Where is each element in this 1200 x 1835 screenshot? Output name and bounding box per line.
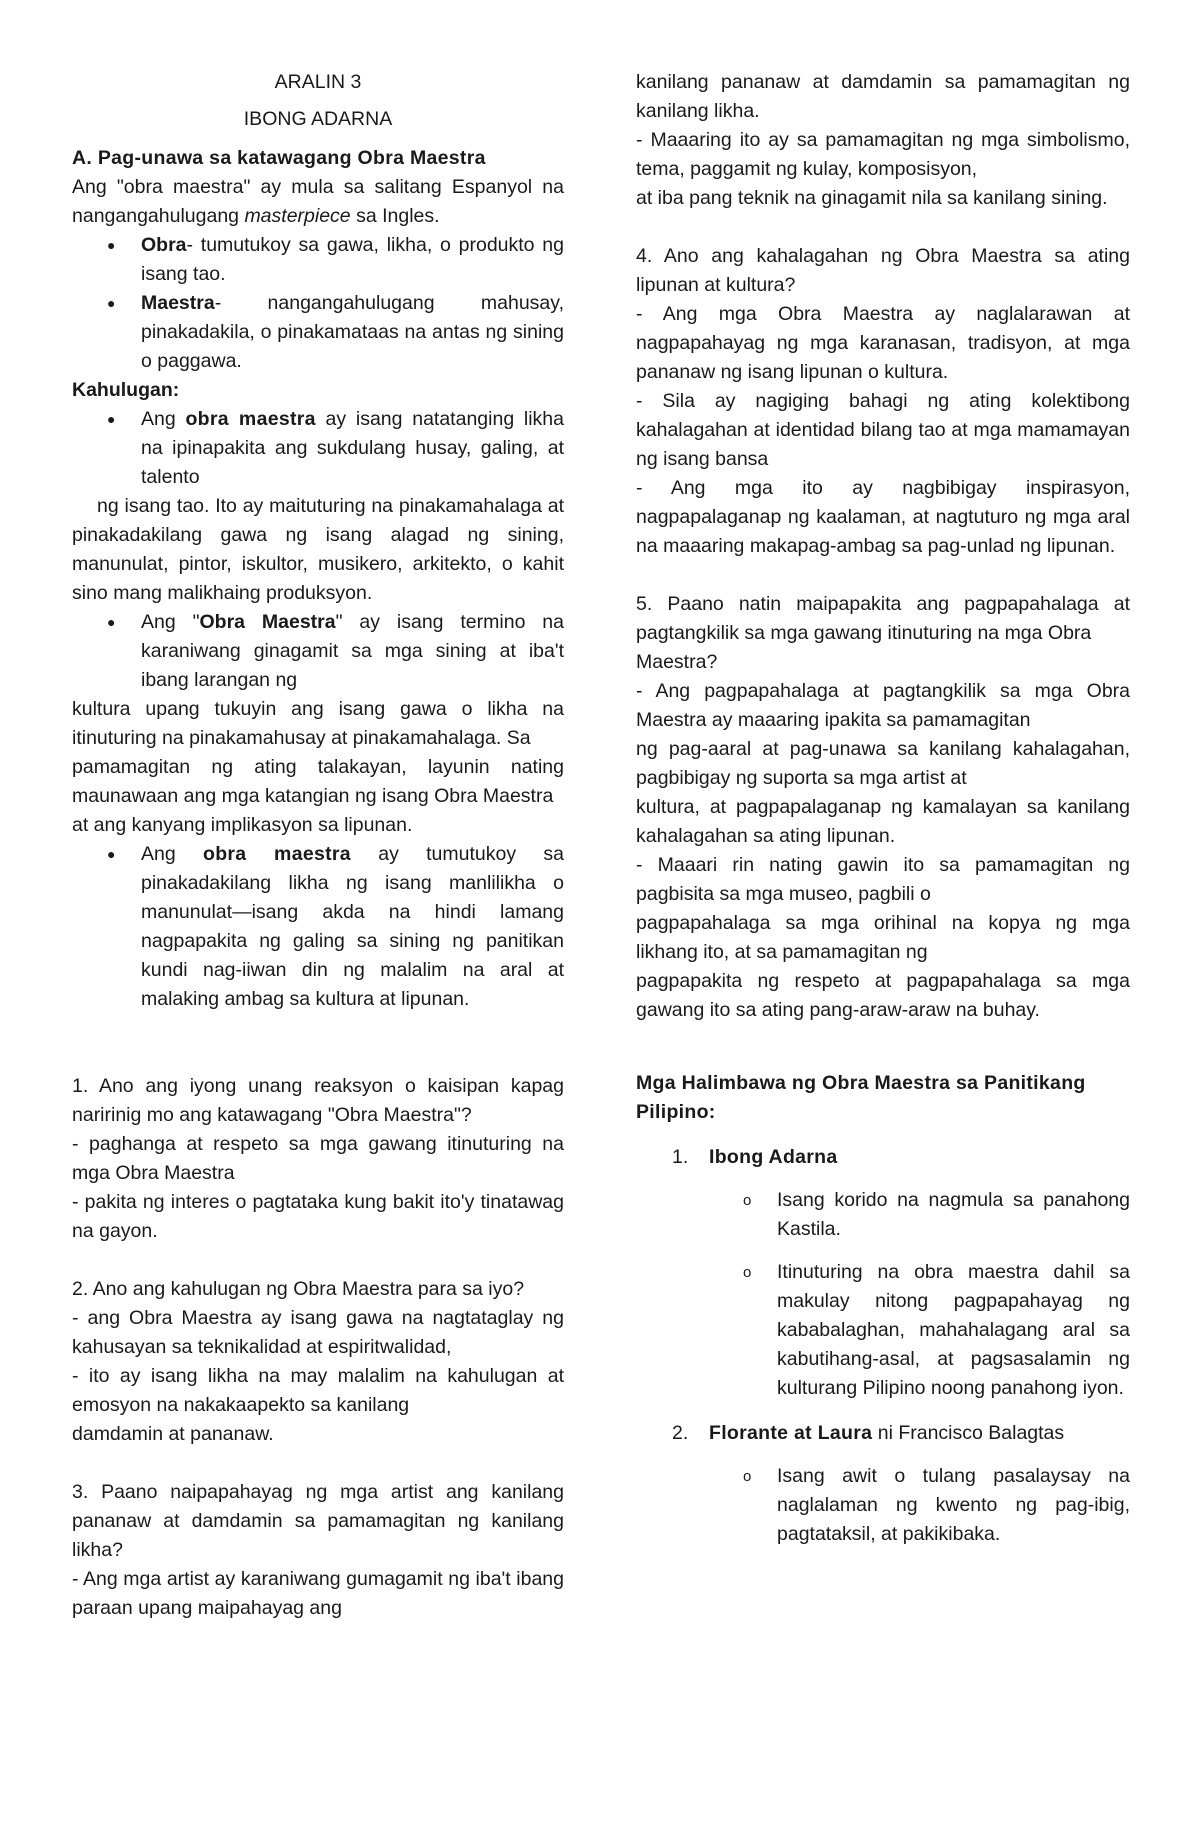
lesson-subtitle: IBONG ADARNA (243, 108, 393, 130)
answer-2-a: - ang Obra Maestra ay isang gawa na nagtataglay ng kahusayan sa teknikalidad at espiritwalidad, (72, 1307, 564, 1358)
answer-4-b: - Sila ay nagiging bahagi ng ating kolektibong kahalagahan at identidad bilang tao at mga mamamayan ng isang bansa (636, 390, 1130, 470)
example-number: 1. (672, 1146, 689, 1168)
kahulugan-item-2-cont-2: pamamagitan ng ating talakayan, layunin nating maunawaan ang mga katangian ng isang Obra Maestra (72, 756, 564, 807)
intro-text-end: sa Ingles. (350, 205, 440, 227)
question-5: 5. Paano natin maipapakita ang pagpapahalaga at pagtangkilik sa mga gawang itinuturing na mga Obra (636, 593, 1130, 644)
spacer (72, 1014, 564, 1058)
definition-maestra (72, 289, 564, 376)
kahulugan-list-2 (72, 608, 564, 695)
answer-4-a: - Ang mga Obra Maestra ay naglalarawan at nagpapahayag ng mga karanasan, tradisyon, at mga pananaw ng isang lipunan o kultura. (636, 303, 1130, 383)
example-detail (636, 1462, 1130, 1549)
circle-bullet-icon: o (743, 1192, 752, 1209)
example-number: 2. (672, 1422, 689, 1444)
section-a-heading: A. Pag-unawa sa katawagang Obra Maestra (72, 147, 486, 169)
kahulugan-item-2 (72, 608, 564, 695)
question-5-continued: Maestra? (636, 651, 718, 673)
circle-bullet-icon: o (743, 1468, 752, 1485)
answer-5-e: pagpapahalaga sa mga orihinal na kopya ng mga likhang ito, at sa pamamagitan ng (636, 912, 1130, 963)
bullet-icon: ● (107, 411, 116, 427)
kahulugan-item-3 (72, 840, 564, 1014)
example-title: Ibong Adarna (709, 1146, 838, 1168)
kahulugan-list-3 (72, 840, 564, 1014)
example-item-1 (636, 1143, 1130, 1403)
spacer (72, 1058, 564, 1072)
question-1: 1. Ano ang iyong unang reaksyon o kaisipan kapag naririnig mo ang katawagang "Obra Maestra"? (72, 1075, 564, 1126)
item-text: " ay isang termino na karaniwang ginagamit sa mga sining at iba't ibang larangan ng (141, 611, 564, 691)
spacer (636, 213, 1130, 242)
answer-5-f: pagpapakita ng respeto at pagpapahalaga sa mga gawang ito sa ating pang-araw-araw na buhay. (636, 970, 1130, 1021)
lesson-title: ARALIN 3 (274, 71, 362, 93)
example-detail (636, 1186, 1130, 1244)
item-text: Ang (141, 408, 186, 430)
kahulugan-item-1-continued: ng isang tao. Ito ay maituturing na pinakamahalaga at pinakadakilang gawa ng isang alagad ng sining, manunulat, pintor, iskultor, musikero, arkitekto, o kahit sino mang malikhaing produksyon. (72, 495, 564, 604)
bullet-icon: ● (107, 614, 116, 630)
answer-2-c: damdamin at pananaw. (72, 1423, 274, 1445)
item-text: ay isang natatanging likha na ipinapakita ang sukdulang husay, galing, at talento (141, 408, 564, 488)
circle-bullet-icon: o (743, 1264, 752, 1281)
intro-text: Ang "obra maestra" ay mula sa salitang Espanyol na nangangahulugang (72, 176, 564, 227)
answer-4-c: - Ang mga ito ay nagbibigay inspirasyon, nagpapalaganap ng kaalaman, at nagtuturo ng mga aral na maaaring makapag-ambag sa pag-unlad ng lipunan. (636, 477, 1130, 557)
spacer (636, 561, 1130, 590)
detail-text: Isang korido na nagmula sa panahong Kastila. (777, 1189, 1130, 1240)
answer-3-c: at iba pang teknik na ginagamit nila sa kanilang sining. (636, 187, 1108, 209)
answer-5-a: - Ang pagpapahalaga at pagtangkilik sa mga Obra Maestra ay maaaring ipakita sa pamamagitan (636, 680, 1130, 731)
definition-list (72, 231, 564, 376)
item-text: ay tumutukoy sa pinakadakilang likha ng isang manlilikha o manunulat—isang akda na hindi lamang nagpapakita ng galing sa sining ng panitikan kundi nag-iiwan din ng malalim na aral at malaking ambag sa kultura at lipunan. (141, 843, 564, 1010)
spacer (72, 1449, 564, 1478)
answer-2-b: - ito ay isang likha na may malalim na kahulugan at emosyon na nakakaapekto sa kanilang (72, 1365, 564, 1416)
answer-5-c: kultura, at pagpapalaganap ng kamalayan sa kanilang kahalagahan sa ating lipunan. (636, 796, 1130, 847)
item-text: Ang " (141, 611, 200, 633)
item-term: obra maestra (203, 843, 351, 865)
bullet-icon: ● (107, 237, 116, 253)
definition-text: - nangangahulugang mahusay, pinakadakila, o pinakamataas na antas ng sining o paggawa. (141, 292, 564, 372)
kahulugan-heading: Kahulugan: (72, 379, 180, 401)
spacer (636, 1025, 1130, 1069)
bullet-icon: ● (107, 846, 116, 862)
examples-heading: Mga Halimbawa ng Obra Maestra sa Panitikang Pilipino: (636, 1072, 1086, 1123)
question-4: 4. Ano ang kahalagahan ng Obra Maestra sa ating lipunan at kultura? (636, 245, 1130, 296)
answer-5-d: - Maaari rin nating gawin ito sa pamamagitan ng pagbisita sa mga museo, pagbili o (636, 854, 1130, 905)
left-column (72, 68, 564, 1623)
item-term: obra maestra (185, 408, 316, 430)
definition-obra (72, 231, 564, 289)
kahulugan-item-2-cont-3: at ang kanyang implikasyon sa lipunan. (72, 814, 413, 836)
question-2: 2. Ano ang kahulugan ng Obra Maestra para sa iyo? (72, 1278, 525, 1300)
intro-paragraph (72, 173, 564, 231)
intro-italic-term: masterpiece (244, 205, 351, 227)
example-detail (636, 1258, 1130, 1403)
right-column (636, 68, 1130, 1549)
item-term: Obra Maestra (199, 611, 336, 633)
answer-1-b: - pakita ng interes o pagtataka kung bakit ito'y tinatawag na gayon. (72, 1191, 564, 1242)
answer-5-b: ng pag-aaral at pag-unawa sa kanilang kahalagahan, pagbibigay ng suporta sa mga artist at (636, 738, 1130, 789)
answer-3-a-continued: kanilang pananaw at damdamin sa pamamagitan ng kanilang likha. (636, 71, 1130, 122)
bullet-icon: ● (107, 295, 116, 311)
example-item-2 (636, 1419, 1130, 1549)
kahulugan-item-1 (72, 405, 564, 492)
definition-term: Obra (141, 234, 187, 256)
examples-list (636, 1143, 1130, 1549)
spacer (72, 1246, 564, 1275)
example-title: Florante at Laura (709, 1422, 873, 1444)
answer-3-a: - Ang mga artist ay karaniwang gumagamit ng iba't ibang paraan upang maipahayag ang (72, 1568, 564, 1619)
kahulugan-list-1 (72, 405, 564, 492)
detail-text: Itinuturing na obra maestra dahil sa makulay nitong pagpapahayag ng kababalaghan, mahahalagang aral sa kabutihang-asal, at pagsasalamin ng kulturang Pilipino noong panahong iyon. (777, 1261, 1130, 1399)
answer-3-b: - Maaaring ito ay sa pamamagitan ng mga simbolismo, tema, paggamit ng kulay, komposisyon, (636, 129, 1130, 180)
example-1-details (636, 1186, 1130, 1403)
example-author: ni Francisco Balagtas (872, 1422, 1065, 1444)
item-text: Ang (141, 843, 203, 865)
definition-term: Maestra (141, 292, 215, 314)
question-3: 3. Paano naipapahayag ng mga artist ang kanilang pananaw at damdamin sa pamamagitan ng kanilang likha? (72, 1481, 564, 1561)
example-2-details (636, 1462, 1130, 1549)
definition-text: - tumutukoy sa gawa, likha, o produkto ng isang tao. (141, 234, 564, 285)
answer-1-a: - paghanga at respeto sa mga gawang itinuturing na mga Obra Maestra (72, 1133, 564, 1184)
detail-text: Isang awit o tulang pasalaysay na naglalaman ng kwento ng pag-ibig, pagtataksil, at pakikibaka. (777, 1465, 1130, 1545)
kahulugan-item-2-cont-1: kultura upang tukuyin ang isang gawa o likha na itinuturing na pinakamahusay at pinakamahalaga. Sa (72, 698, 564, 749)
